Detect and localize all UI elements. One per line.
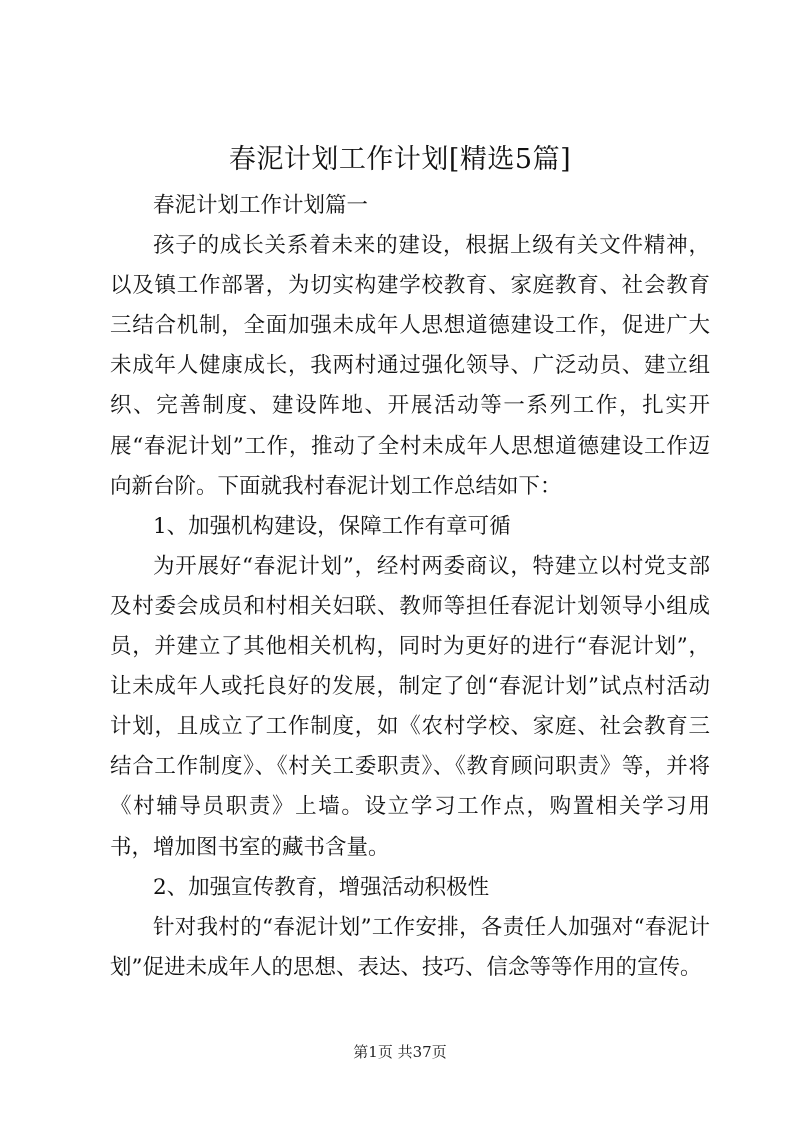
body-paragraph: 孩子的成长关系着未来的建设，根据上级有关文件精神，以及镇工作部署，为切实构建学校教育、家庭教育、社会教育三结合机制，全面加强未成年人思想道德建设工作，促进广大未成年人健康成长，我两村通过强化领导、广泛动员、建立组织、完善制度、建设阵地、开展活动等一系列工作，扎实开展“春泥计划”工作，推动了全村未成年人思想道德建设工作迈向新台阶。下面就我村春泥计划工作总结如下： (110, 233, 710, 499)
section-heading: 1、加强机构建设，保障工作有章可循 (153, 513, 511, 539)
section-heading: 春泥计划工作计划篇一 (153, 193, 369, 218)
page-title: 春泥计划工作计划[精选5篇] (228, 144, 572, 175)
page-number-footer: 第1页 共37页 (353, 1043, 447, 1061)
section-heading: 2、加强宣传教育，增强活动积极性 (153, 874, 490, 900)
body-paragraph: 针对我村的“春泥计划”工作安排，各责任人加强对“春泥计划”促进未成年人的思想、表达、技巧、信念等等作用的宣传。 (110, 914, 710, 980)
document-body (110, 186, 710, 988)
body-paragraph: 为开展好“春泥计划”，经村两委商议，特建立以村党支部及村委会成员和村相关妇联、教师等担任春泥计划领导小组成员，并建立了其他相关机构，同时为更好的进行“春泥计划”，让未成年人或托良好的发展，制定了创“春泥计划”试点村活动计划，且成立了工作制度，如《农村学校、家庭、社会教育三结合工作制度》、《村关工委职责》、《教育顾问职责》等，并将《村辅导员职责》上墙。设立学习工作点，购置相关学习用书，增加图书室的藏书含量。 (110, 553, 710, 860)
